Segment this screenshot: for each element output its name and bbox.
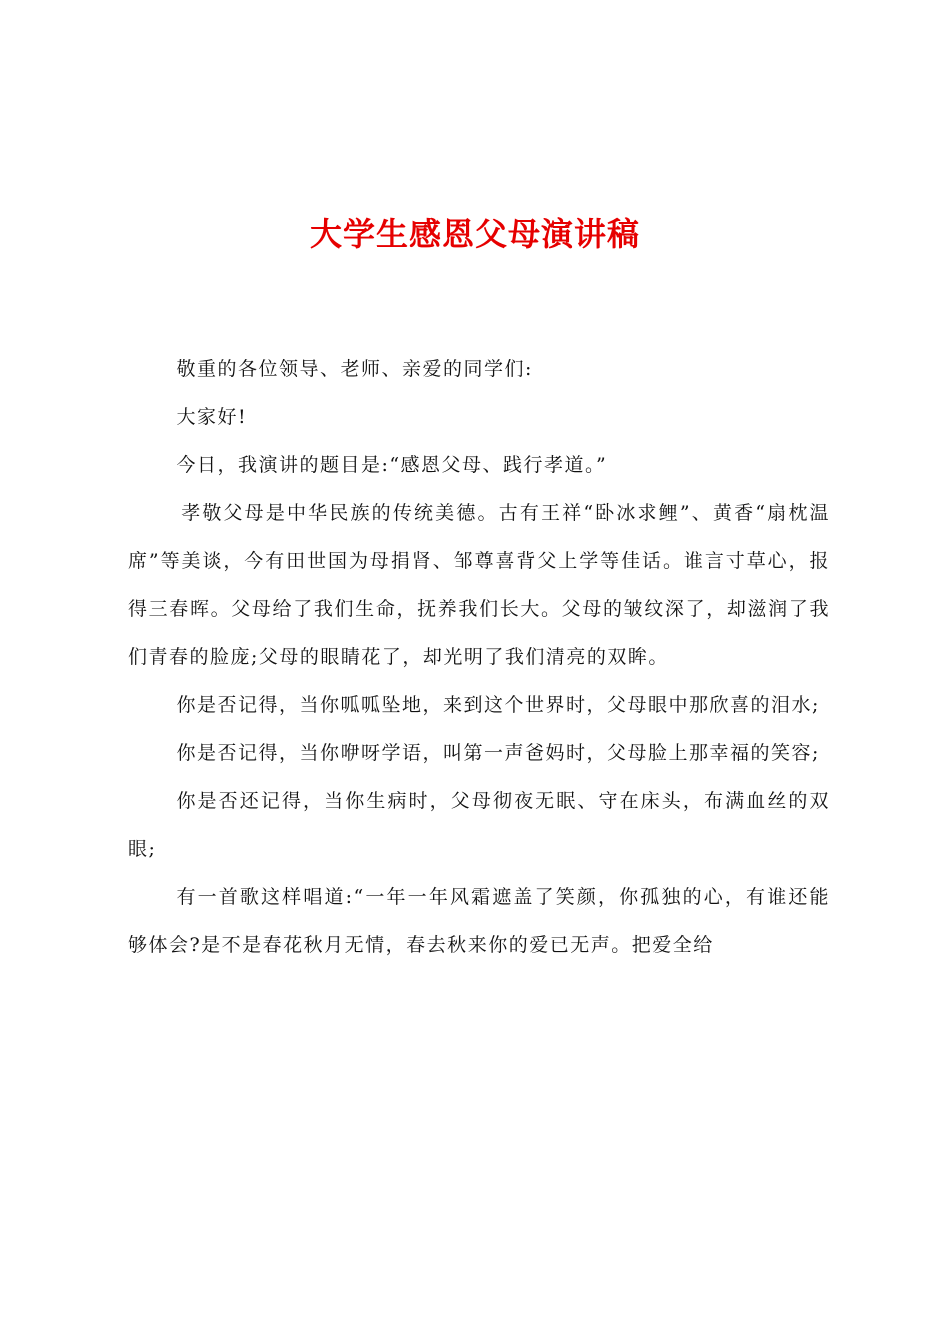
paragraph-remember-first-words: 你是否记得，当你咿呀学语，叫第一声爸妈时，父母脸上那幸福的笑容;: [176, 742, 820, 764]
paragraph-topic: 今日，我演讲的题目是:“感恩父母、践行孝道。”: [176, 454, 608, 476]
paragraph-remember-birth: 你是否记得，当你呱呱坠地，来到这个世界时，父母眼中那欣喜的泪水;: [176, 694, 820, 716]
paragraph-greeting: 大家好!: [176, 406, 248, 428]
paragraph-remember-illness: 你是否还记得，当你生病时，父母彻夜无眠、守在床头，布满血丝的双眼;: [128, 790, 830, 860]
paragraph-filial-piety: 孝敬父母是中华民族的传统美德。古有王祥“卧冰求鲤”、黄香“扇枕温席”等美谈，今有田世国为母捐肾、邹尊喜背父上学等佳话。谁言寸草心，报得三春晖。父母给了我们生命，抚养我们长大。父母的皱纹深了，却滋润了我们青春的脸庞;父母的眼睛花了，却光明了我们清亮的双眸。: [128, 502, 830, 668]
document-title: 大学生感恩父母演讲稿: [309, 215, 640, 253]
paragraph-salutation: 敬重的各位领导、老师、亲爱的同学们:: [176, 358, 533, 380]
paragraph-song-quote: 有一首歌这样唱道:“一年一年风霜遮盖了笑颜，你孤独的心，有谁还能够体会?是不是春花秋月无情，春去秋来你的爱已无声。把爱全给: [128, 886, 830, 956]
document-body: [128, 345, 830, 969]
